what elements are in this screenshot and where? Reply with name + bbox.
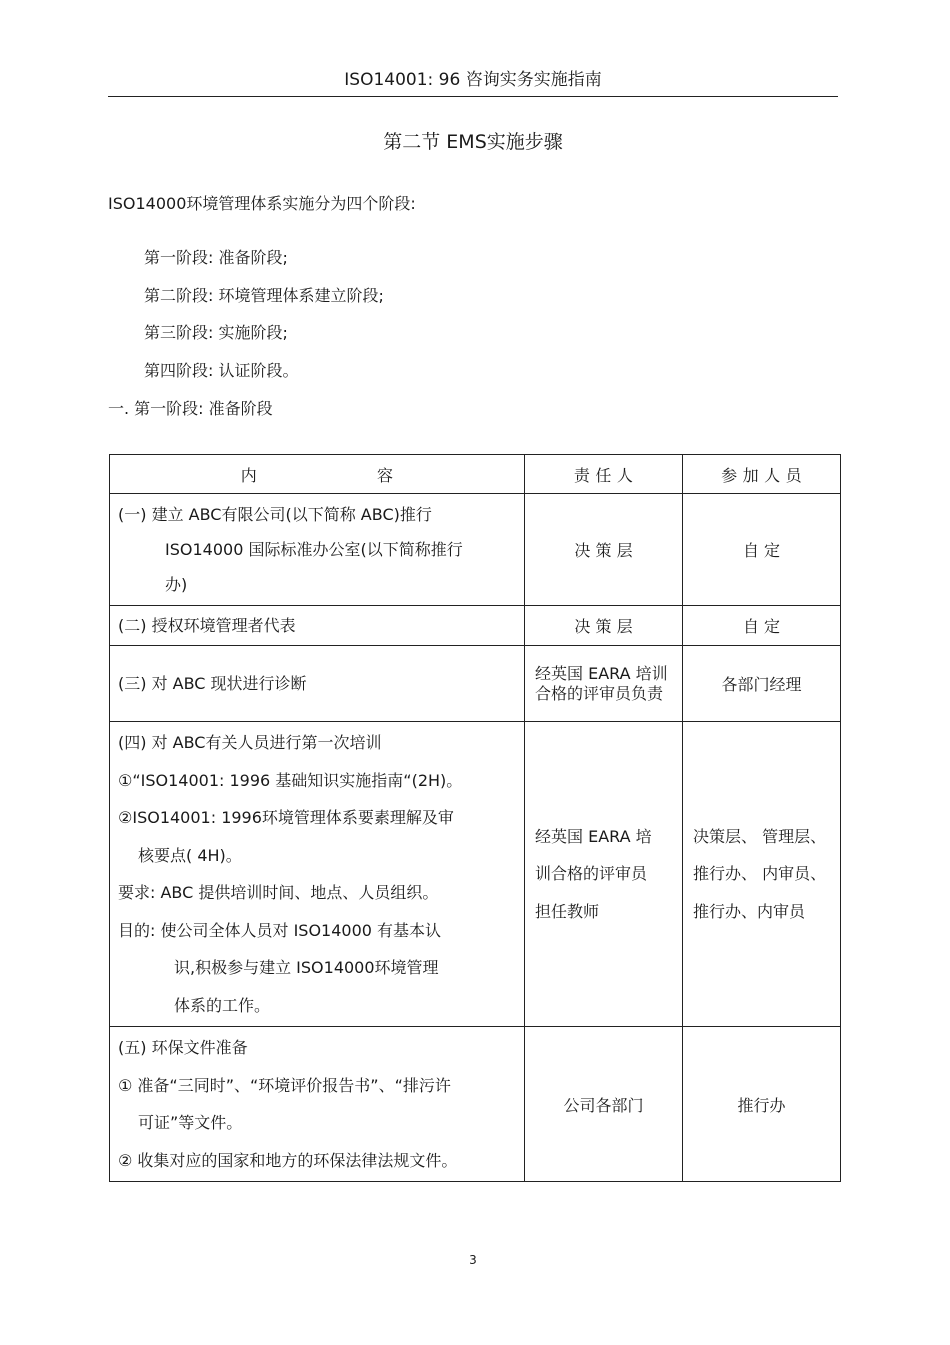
stage-item: 第三阶段: 实施阶段; xyxy=(144,323,288,342)
responsible-line: 训合格的评审员 xyxy=(535,864,648,884)
table-header-row xyxy=(110,455,841,494)
stage-item: 第二阶段: 环境管理体系建立阶段; xyxy=(144,285,384,305)
stage-item: 第一阶段: 准备阶段; xyxy=(144,248,288,267)
table-row xyxy=(110,646,841,722)
table-row xyxy=(110,1027,841,1182)
content-line: 目的: 使公司全体人员对 ISO14000 有基本认 xyxy=(118,920,442,940)
content-line: 可证”等文件。 xyxy=(138,1113,243,1132)
participants-cell: 自 定 xyxy=(683,494,841,606)
content-line: ISO14000 国际标准办公室(以下简称推行 xyxy=(165,540,463,559)
header-content-char: 容 xyxy=(377,465,394,485)
content-cell xyxy=(110,1027,525,1182)
content-line: ①“ISO14001: 1996 基础知识实施指南“(2H)。 xyxy=(118,770,463,790)
responsible-cell: 决 策 层 xyxy=(525,494,683,606)
header-responsible: 责 任 人 xyxy=(525,455,683,494)
content-line: 识,积极参与建立 ISO14000环境管理 xyxy=(174,958,439,977)
content-line: 核要点( 4H)。 xyxy=(138,845,242,865)
responsible-cell: 决 策 层 xyxy=(525,606,683,646)
content-line: ②ISO14001: 1996环境管理体系要素理解及审 xyxy=(118,808,454,827)
header-divider xyxy=(108,96,838,97)
content-line: (五) 环保文件准备 xyxy=(118,1038,248,1057)
participants-line: 决策层、 管理层、 xyxy=(693,826,827,846)
stage-list xyxy=(144,246,384,396)
responsible-cell: 经英国 EARA 培训合格的评审员负责 xyxy=(525,646,683,722)
responsible-line: 经英国 EARA 培 xyxy=(535,826,652,846)
content-line: (一) 建立 ABC有限公司(以下简称 ABC)推行 xyxy=(118,505,432,524)
table-row xyxy=(110,494,841,606)
content-line: (三) 对 ABC 现状进行诊断 xyxy=(118,673,307,693)
participants-cell xyxy=(683,722,841,1027)
participants-line: 推行办、内审员 xyxy=(693,901,806,921)
header-content-char: 内 xyxy=(240,465,257,485)
participants-cell: 推行办 xyxy=(683,1027,841,1182)
content-cell xyxy=(110,722,525,1027)
content-line: ② 收集对应的国家和地方的环保法律法规文件。 xyxy=(118,1150,458,1170)
responsible-cell xyxy=(525,722,683,1027)
responsible-line: 担任教师 xyxy=(535,901,600,921)
subheading-stage-one: 一. 第一阶段: 准备阶段 xyxy=(108,399,273,418)
content-line: 要求: ABC 提供培训时间、地点、人员组织。 xyxy=(118,883,439,902)
table-row xyxy=(110,606,841,646)
content-cell xyxy=(110,646,525,722)
preparation-table xyxy=(109,454,841,1182)
header-participants: 参 加 人 员 xyxy=(683,455,841,494)
stage-item: 第四阶段: 认证阶段。 xyxy=(144,360,299,380)
content-line: 办) xyxy=(165,575,188,594)
section-title: 第二节 EMS实施步骤 xyxy=(383,131,563,153)
header-content xyxy=(110,455,525,494)
page-number: 3 xyxy=(469,1253,477,1267)
responsible-cell: 公司各部门 xyxy=(525,1027,683,1182)
content-cell xyxy=(110,494,525,606)
participants-cell: 各部门经理 xyxy=(683,646,841,722)
intro-paragraph: ISO14000环境管理体系实施分为四个阶段: xyxy=(108,194,416,213)
content-line: ① 准备“三同时”、“环境评价报告书”、“排污许 xyxy=(118,1075,451,1095)
content-line: 体系的工作。 xyxy=(174,995,271,1015)
running-header: ISO14001: 96 咨询实务实施指南 xyxy=(344,70,602,90)
content-line: (二) 授权环境管理者代表 xyxy=(118,616,296,635)
table-row xyxy=(110,722,841,1027)
content-line: (四) 对 ABC有关人员进行第一次培训 xyxy=(118,733,382,752)
participants-cell: 自 定 xyxy=(683,606,841,646)
participants-line: 推行办、 内审员、 xyxy=(693,864,827,884)
content-cell xyxy=(110,606,525,646)
